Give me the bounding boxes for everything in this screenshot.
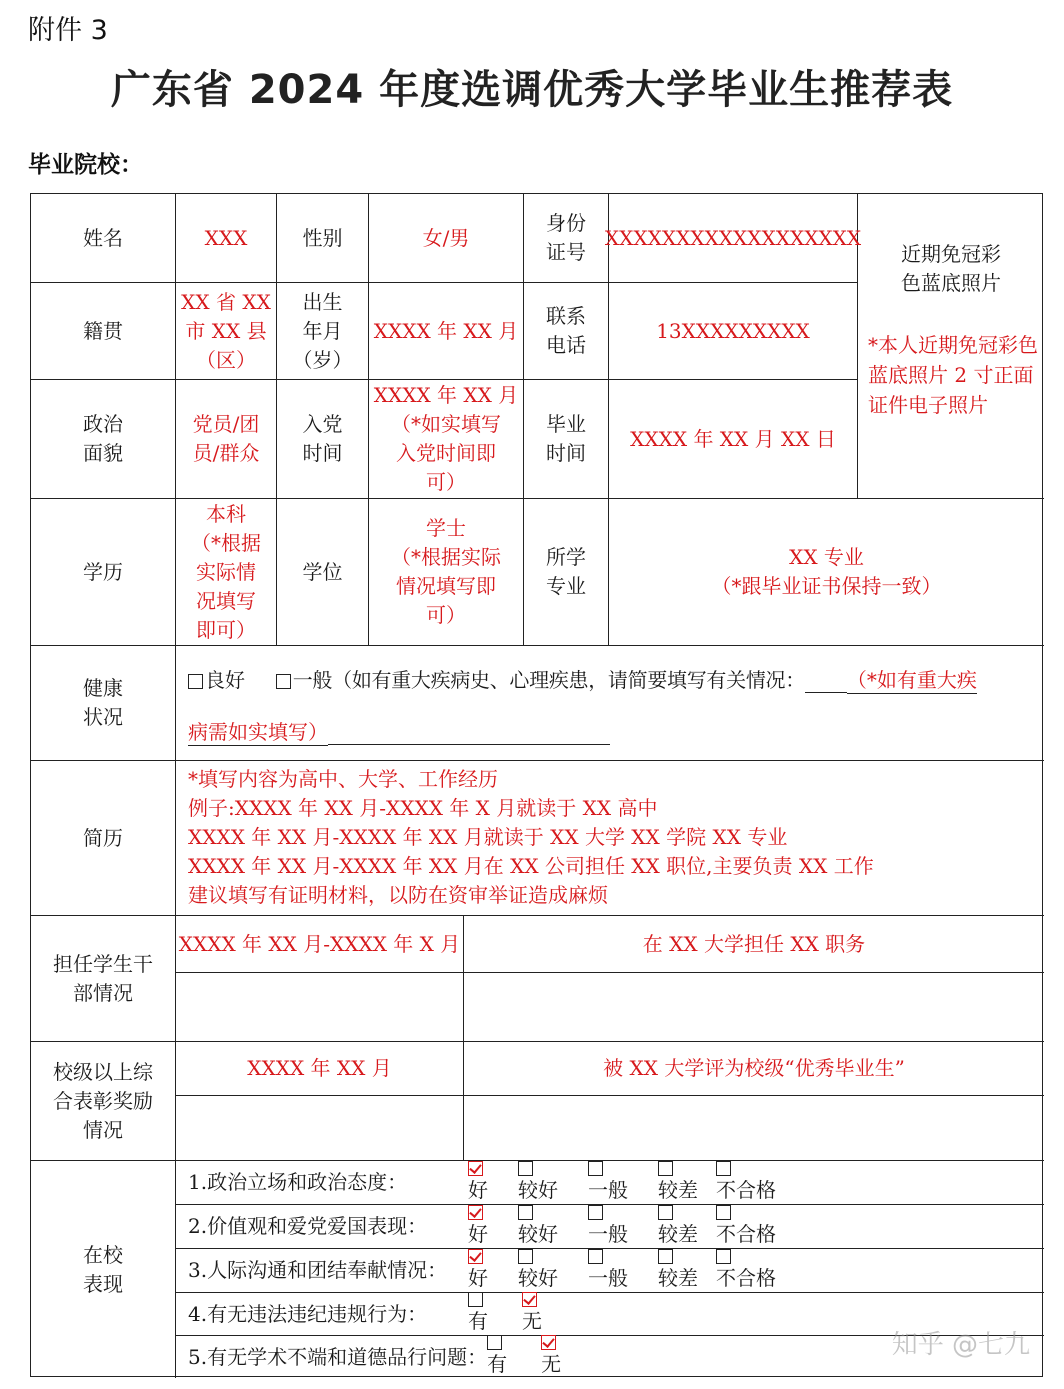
phone-label: 联系 电话	[524, 283, 609, 380]
performance-label: 在校 表现	[31, 1161, 176, 1378]
join-party-value[interactable]: XXXX 年 XX 月 （*如实填写 入党时间即 可）	[369, 380, 524, 499]
performance-question: 2.价值观和爱党爱国表现：	[188, 1214, 428, 1238]
performance-question: 4.有无违法违纪违规行为：	[188, 1301, 428, 1326]
checkbox[interactable]	[716, 1249, 731, 1264]
checkbox[interactable]	[588, 1205, 603, 1220]
checkbox[interactable]	[658, 1161, 673, 1176]
native-value[interactable]: XX 省 XX 市 XX 县 （区）	[176, 283, 277, 380]
performance-question: 1.政治立场和政治态度：	[188, 1170, 408, 1194]
cadre-time-empty[interactable]	[176, 973, 464, 1042]
political-label: 政治 面貌	[31, 380, 176, 499]
name-value[interactable]: XXX	[176, 194, 277, 283]
checkbox[interactable]	[658, 1205, 673, 1220]
education-value[interactable]: 本科 （*根据 实际情 况填写 即可）	[176, 499, 277, 646]
resume-line: XXXX 年 XX 月-XXXX 年 XX 月就读于 XX 大学 XX 学院 XX 专业	[188, 825, 788, 849]
checkbox[interactable]	[716, 1161, 731, 1176]
checkbox[interactable]	[658, 1249, 673, 1264]
watermark: 知乎 @七九	[891, 1330, 1030, 1360]
awards-desc-empty[interactable]	[464, 1096, 1044, 1161]
graduation-label: 毕业 时间	[524, 380, 609, 499]
checkbox-checked[interactable]	[468, 1249, 483, 1264]
graduation-value[interactable]: XXXX 年 XX 月 XX 日	[609, 380, 858, 499]
health-line-1	[188, 664, 977, 694]
degree-value[interactable]: 学士 （*根据实际 情况填写即 可）	[369, 499, 524, 646]
resume-text	[188, 765, 874, 910]
health-normal-text: 一般（如有重大疾病史、心理疾患，请简要填写有关情况：	[292, 668, 805, 692]
performance-question: 5.有无学术不端和道德品行问题：	[188, 1344, 488, 1369]
photo-title: 近期免冠彩 色蓝底照片	[901, 242, 1001, 295]
page-title: 广东省 2024 年度选调优秀大学毕业生推荐表	[110, 67, 954, 113]
join-party-label: 入党 时间	[277, 380, 369, 499]
major-value[interactable]: XX 专业 （*跟毕业证书保持一致）	[609, 499, 1044, 646]
id-label: 身份 证号	[524, 194, 609, 283]
resume-line: *填写内容为高中、大学、工作经历	[188, 767, 498, 791]
cadre-time[interactable]: XXXX 年 XX 月-XXXX 年 X 月	[176, 916, 464, 973]
awards-label: 校级以上综 合表彰奖励 情况	[31, 1042, 176, 1161]
performance-row-4: 4.有无违法违纪违规行为： 有 无	[176, 1293, 1044, 1336]
performance-question: 3.人际沟通和团结奉献情况：	[188, 1258, 448, 1282]
health-good-checkbox[interactable]	[188, 674, 203, 689]
name-label: 姓名	[31, 194, 176, 283]
health-normal-checkbox[interactable]	[276, 674, 291, 689]
performance-row-5: 5.有无学术不端和道德品行问题： 有 无	[176, 1336, 1044, 1378]
birth-value[interactable]: XXXX 年 XX 月	[369, 283, 524, 380]
health-line-2	[188, 716, 610, 746]
school-label: 毕业院校：	[28, 152, 143, 178]
resume-label: 简历	[31, 761, 176, 916]
gender-label: 性别	[277, 194, 369, 283]
awards-time[interactable]: XXXX 年 XX 月	[176, 1042, 464, 1096]
recommendation-form	[30, 193, 1043, 1377]
cadre-duty-empty[interactable]	[464, 973, 1044, 1042]
health-good-text: 良好	[205, 668, 245, 692]
checkbox-checked[interactable]	[541, 1335, 556, 1350]
checkbox[interactable]	[518, 1161, 533, 1176]
resume-line: XXXX 年 XX 月-XXXX 年 XX 月在 XX 公司担任 XX 职位,主要负责 XX 工作	[188, 854, 874, 878]
checkbox-checked[interactable]	[468, 1161, 483, 1176]
degree-label: 学位	[277, 499, 369, 646]
resume-line: 例子:XXXX 年 XX 月-XXXX 年 X 月就读于 XX 高中	[188, 796, 658, 820]
phone-value[interactable]: 13XXXXXXXXX	[609, 283, 858, 380]
id-value[interactable]: XXXXXXXXXXXXXXXXXX	[609, 194, 858, 283]
checkbox-checked[interactable]	[468, 1205, 483, 1220]
performance-row-2: 2.价值观和爱党爱国表现： 好 较好 一般 较差 不合格	[176, 1205, 1044, 1249]
awards-desc[interactable]: 被 XX 大学评为校级“优秀毕业生”	[464, 1042, 1044, 1096]
checkbox[interactable]	[588, 1249, 603, 1264]
native-label: 籍贯	[31, 283, 176, 380]
education-label: 学历	[31, 499, 176, 646]
awards-time-empty[interactable]	[176, 1096, 464, 1161]
gender-value[interactable]: 女/男	[369, 194, 524, 283]
checkbox[interactable]	[518, 1249, 533, 1264]
checkbox-checked[interactable]	[522, 1292, 537, 1307]
checkbox[interactable]	[468, 1292, 483, 1307]
performance-row-3: 3.人际沟通和团结奉献情况： 好 较好 一般 较差 不合格	[176, 1249, 1044, 1293]
photo-note: *本人近期免冠彩色蓝底照片 2 寸正面证件电子照片	[868, 333, 1038, 417]
cadre-label: 担任学生干 部情况	[31, 916, 176, 1042]
performance-row-1: 1.政治立场和政治态度： 好 较好 一般 较差 不合格	[176, 1161, 1044, 1205]
resume-line: 建议填写有证明材料，以防在资审举证造成麻烦	[188, 883, 608, 907]
checkbox[interactable]	[588, 1161, 603, 1176]
photo-box[interactable]	[858, 194, 1044, 499]
health-note-2: 病需如实填写）	[188, 716, 328, 746]
health-note-1: （*如有重大疾	[847, 664, 977, 694]
political-value[interactable]: 党员/团 员/群众	[176, 380, 277, 499]
checkbox[interactable]	[716, 1205, 731, 1220]
cadre-duty[interactable]: 在 XX 大学担任 XX 职务	[464, 916, 1044, 973]
birth-label: 出生 年月 （岁）	[277, 283, 369, 380]
health-label: 健康 状况	[31, 646, 176, 761]
checkbox[interactable]	[518, 1205, 533, 1220]
checkbox[interactable]	[487, 1335, 502, 1350]
major-label: 所学 专业	[524, 499, 609, 646]
attachment-label: 附件 3	[28, 15, 108, 46]
